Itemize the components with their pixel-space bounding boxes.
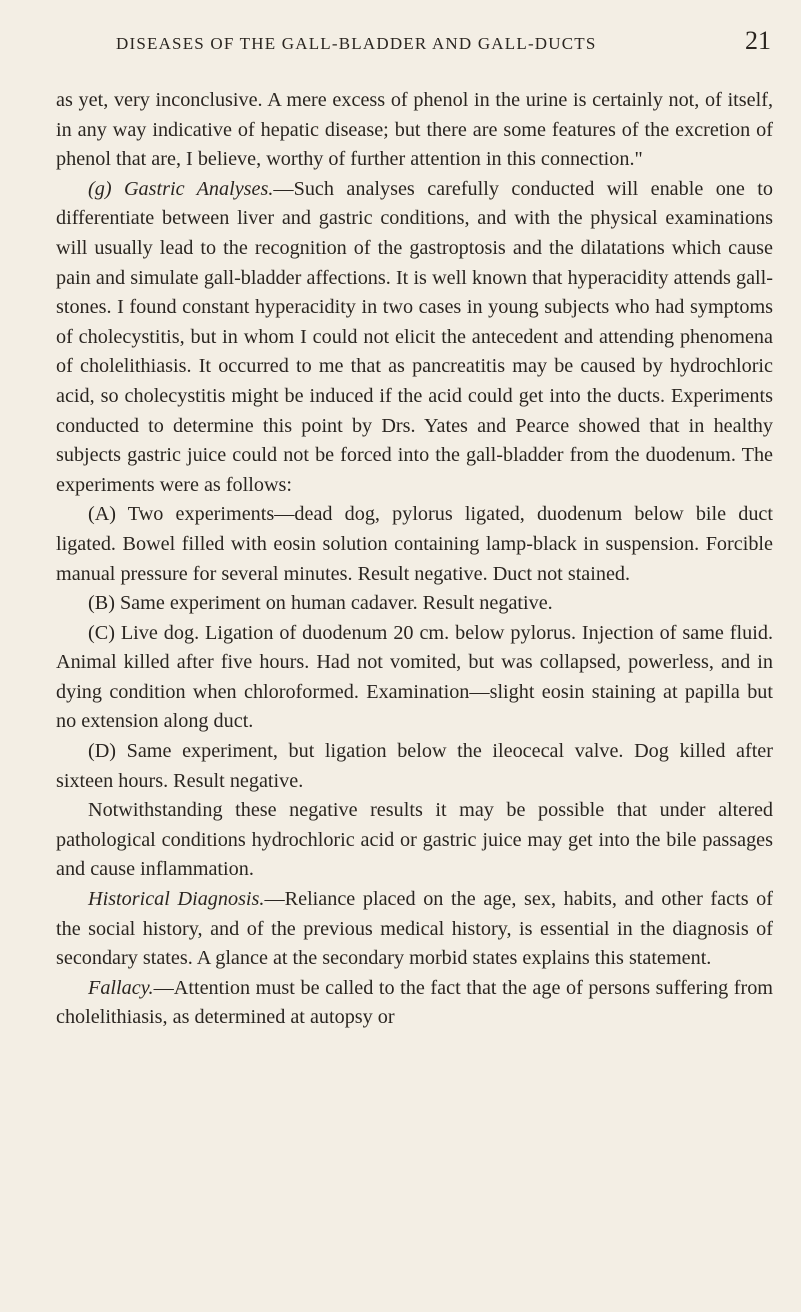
section-heading: Historical Diagnosis. bbox=[88, 888, 265, 911]
paragraph-text: —Reliance placed on the age, sex, habits, and other facts of the social history, and of the previous medical history, is essential in the diagnosis of secondary states. A glance at the secondary morbid states explains this statement. bbox=[56, 888, 773, 970]
paragraph-text: —Such analyses carefully conducted will enable one to differentiate between liver and gastric conditions, and with the physical examinations will usually lead to the recognition of the gastroptosis and the dilatations which cause pain and simulate gall-bladder affections. It is well known that hyperacidity attends gall-stones. I found constant hyperacidity in two cases in young subjects who had symptoms of cholecystitis, but in whom I could not elicit the antecedent and attending phenomena of cholelithiasis. It occurred to me that as pancreatitis may be caused by hydrochloric acid, so cholecystitis might be induced if the acid could get into the ducts. Experiments conducted to determine this point by Drs. Yates and Pearce showed that in healthy subjects gastric juice could not be forced into the gall-bladder from the duodenum. The experiments were as follows: bbox=[56, 177, 773, 496]
running-head: DISEASES OF THE GALL-BLADDER AND GALL-DUCTS bbox=[116, 34, 597, 53]
page-header bbox=[56, 24, 773, 64]
paragraph-text: (C) Live dog. Ligation of duodenum 20 cm. below pylorus. Injection of same fluid. Animal killed after five hours. Had not vomited, but was collapsed, powerless, and in dying condition when chloroformed. Examination—slight eosin staining at papilla but no extension along duct. bbox=[56, 621, 773, 733]
paragraph-notwithstanding bbox=[56, 796, 773, 885]
page-number: 21 bbox=[745, 26, 771, 55]
paragraph-historical-diagnosis bbox=[56, 885, 773, 974]
paragraph-text: (B) Same experiment on human cadaver. Result negative. bbox=[88, 592, 553, 615]
section-heading: (g) Gastric Analyses. bbox=[88, 177, 274, 200]
section-heading: Fallacy. bbox=[88, 976, 154, 999]
paragraph-text: as yet, very inconclusive. A mere excess of phenol in the urine is certainly not, of itself, in any way indicative of hepatic disease; but there are some features of the excretion of phenol that are, I believe, worthy of further attention in this connection." bbox=[56, 89, 773, 171]
paragraph-experiment-d bbox=[56, 737, 773, 796]
paragraph-fallacy bbox=[56, 974, 773, 1033]
paragraph-text: —Attention must be called to the fact that the age of persons suffering from cholelithiasis, as determined at autopsy or bbox=[56, 976, 773, 1029]
paragraph-experiment-b bbox=[56, 589, 773, 619]
paragraph-gastric-analyses bbox=[56, 175, 773, 501]
paragraph-experiment-a bbox=[56, 500, 773, 589]
paragraph-text: (D) Same experiment, but ligation below the ileocecal valve. Dog killed after sixteen hours. Result negative. bbox=[56, 740, 773, 792]
paragraph-experiment-c bbox=[56, 619, 773, 737]
body-text bbox=[56, 86, 773, 1033]
paragraph-text: (A) Two experiments—dead dog, pylorus ligated, duodenum below bile duct ligated. Bowel filled with eosin solution containing lamp-black in suspension. Forcible manual pressure for several minutes. Result negative. Duct not stained. bbox=[56, 503, 773, 585]
paragraph-phenol-conclusion bbox=[56, 86, 773, 175]
paragraph-text: Notwithstanding these negative results it may be possible that under altered pathological conditions hydrochloric acid or gastric juice may get into the bile passages and cause inflammation. bbox=[56, 799, 773, 881]
